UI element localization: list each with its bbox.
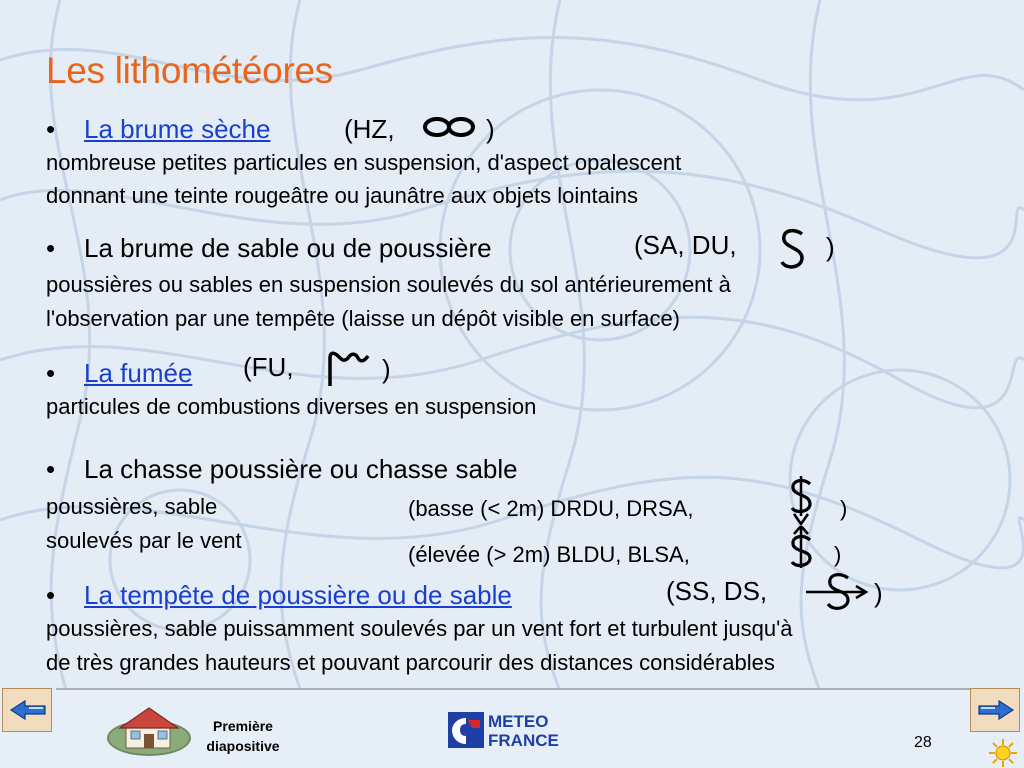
desc-line: nombreuse petites particules en suspension, d'aspect opalescent bbox=[46, 150, 682, 175]
code-fu-close: ) bbox=[382, 354, 391, 384]
bullet-dot: • bbox=[46, 114, 56, 144]
previous-slide-button[interactable] bbox=[2, 688, 52, 732]
home-house-icon[interactable] bbox=[104, 702, 194, 758]
slide-title: Les lithométéores bbox=[46, 50, 333, 91]
first-slide-label-line2: diapositive bbox=[206, 738, 280, 754]
chasse-elevee-symbol bbox=[784, 526, 820, 570]
next-slide-button[interactable] bbox=[970, 688, 1020, 732]
bullet-label: La chasse poussière ou chasse sable bbox=[84, 454, 518, 484]
previous-arrow-icon bbox=[9, 699, 47, 721]
logo-text-meteo: METEO bbox=[488, 712, 549, 731]
desc-line: particules de combustions diverses en suspension bbox=[46, 394, 537, 419]
first-slide-link[interactable] bbox=[188, 716, 298, 756]
desc-line: l'observation par une tempête (laisse un dépôt visible en surface) bbox=[46, 306, 681, 331]
page-number: 28 bbox=[914, 734, 932, 751]
sun-icon bbox=[988, 738, 1018, 768]
brume-seche-symbol bbox=[420, 114, 478, 140]
logo-text-france: FRANCE bbox=[488, 731, 559, 750]
code-sa-du: (SA, DU, bbox=[634, 230, 737, 260]
desc-line: de très grandes hauteurs et pouvant parcourir des distances considérables bbox=[46, 650, 775, 675]
brume-sable-symbol bbox=[776, 226, 810, 272]
bullet-dot: • bbox=[46, 233, 56, 263]
desc-line: poussières, sable puissamment soulevés par un vent fort et turbulent jusqu'à bbox=[46, 616, 793, 641]
bullet-dot: • bbox=[46, 454, 56, 484]
chasse-elevee-text: (élevée (> 2m) BLDU, BLSA, bbox=[408, 542, 690, 567]
bullet-label: La brume de sable ou de poussière bbox=[84, 233, 492, 263]
code-hz-close: ) bbox=[486, 114, 495, 144]
link-tempete[interactable]: La tempête de poussière ou de sable bbox=[84, 580, 512, 610]
code-ss-ds: (SS, DS, bbox=[666, 576, 768, 606]
bullet-dot: • bbox=[46, 580, 56, 610]
code-sa-du-close: ) bbox=[826, 232, 835, 262]
chasse-basse-symbol bbox=[784, 474, 820, 526]
code-hz: (HZ, bbox=[344, 114, 395, 144]
chasse-basse-close: ) bbox=[840, 496, 848, 521]
meteo-france-logo bbox=[446, 710, 576, 750]
chasse-elevee-close: ) bbox=[834, 542, 842, 567]
desc-line: donnant une teinte rougeâtre ou jaunâtre aux objets lointains bbox=[46, 183, 638, 208]
first-slide-label-line1: Première bbox=[213, 718, 273, 734]
desc-line: soulevés par le vent bbox=[46, 528, 242, 553]
bullet-dot: • bbox=[46, 358, 56, 388]
code-fu: (FU, bbox=[243, 352, 294, 382]
link-fumee[interactable]: La fumée bbox=[84, 358, 193, 388]
desc-line: poussières, sable bbox=[46, 494, 218, 519]
desc-line: poussières ou sables en suspension soulevés du sol antérieurement à bbox=[46, 272, 731, 297]
next-arrow-icon bbox=[977, 699, 1015, 721]
code-ss-ds-close: ) bbox=[874, 578, 883, 608]
tempete-symbol bbox=[804, 570, 870, 616]
fumee-symbol bbox=[322, 346, 372, 388]
link-brume-seche[interactable]: La brume sèche bbox=[84, 114, 271, 144]
chasse-basse-text: (basse (< 2m) DRDU, DRSA, bbox=[408, 496, 694, 521]
